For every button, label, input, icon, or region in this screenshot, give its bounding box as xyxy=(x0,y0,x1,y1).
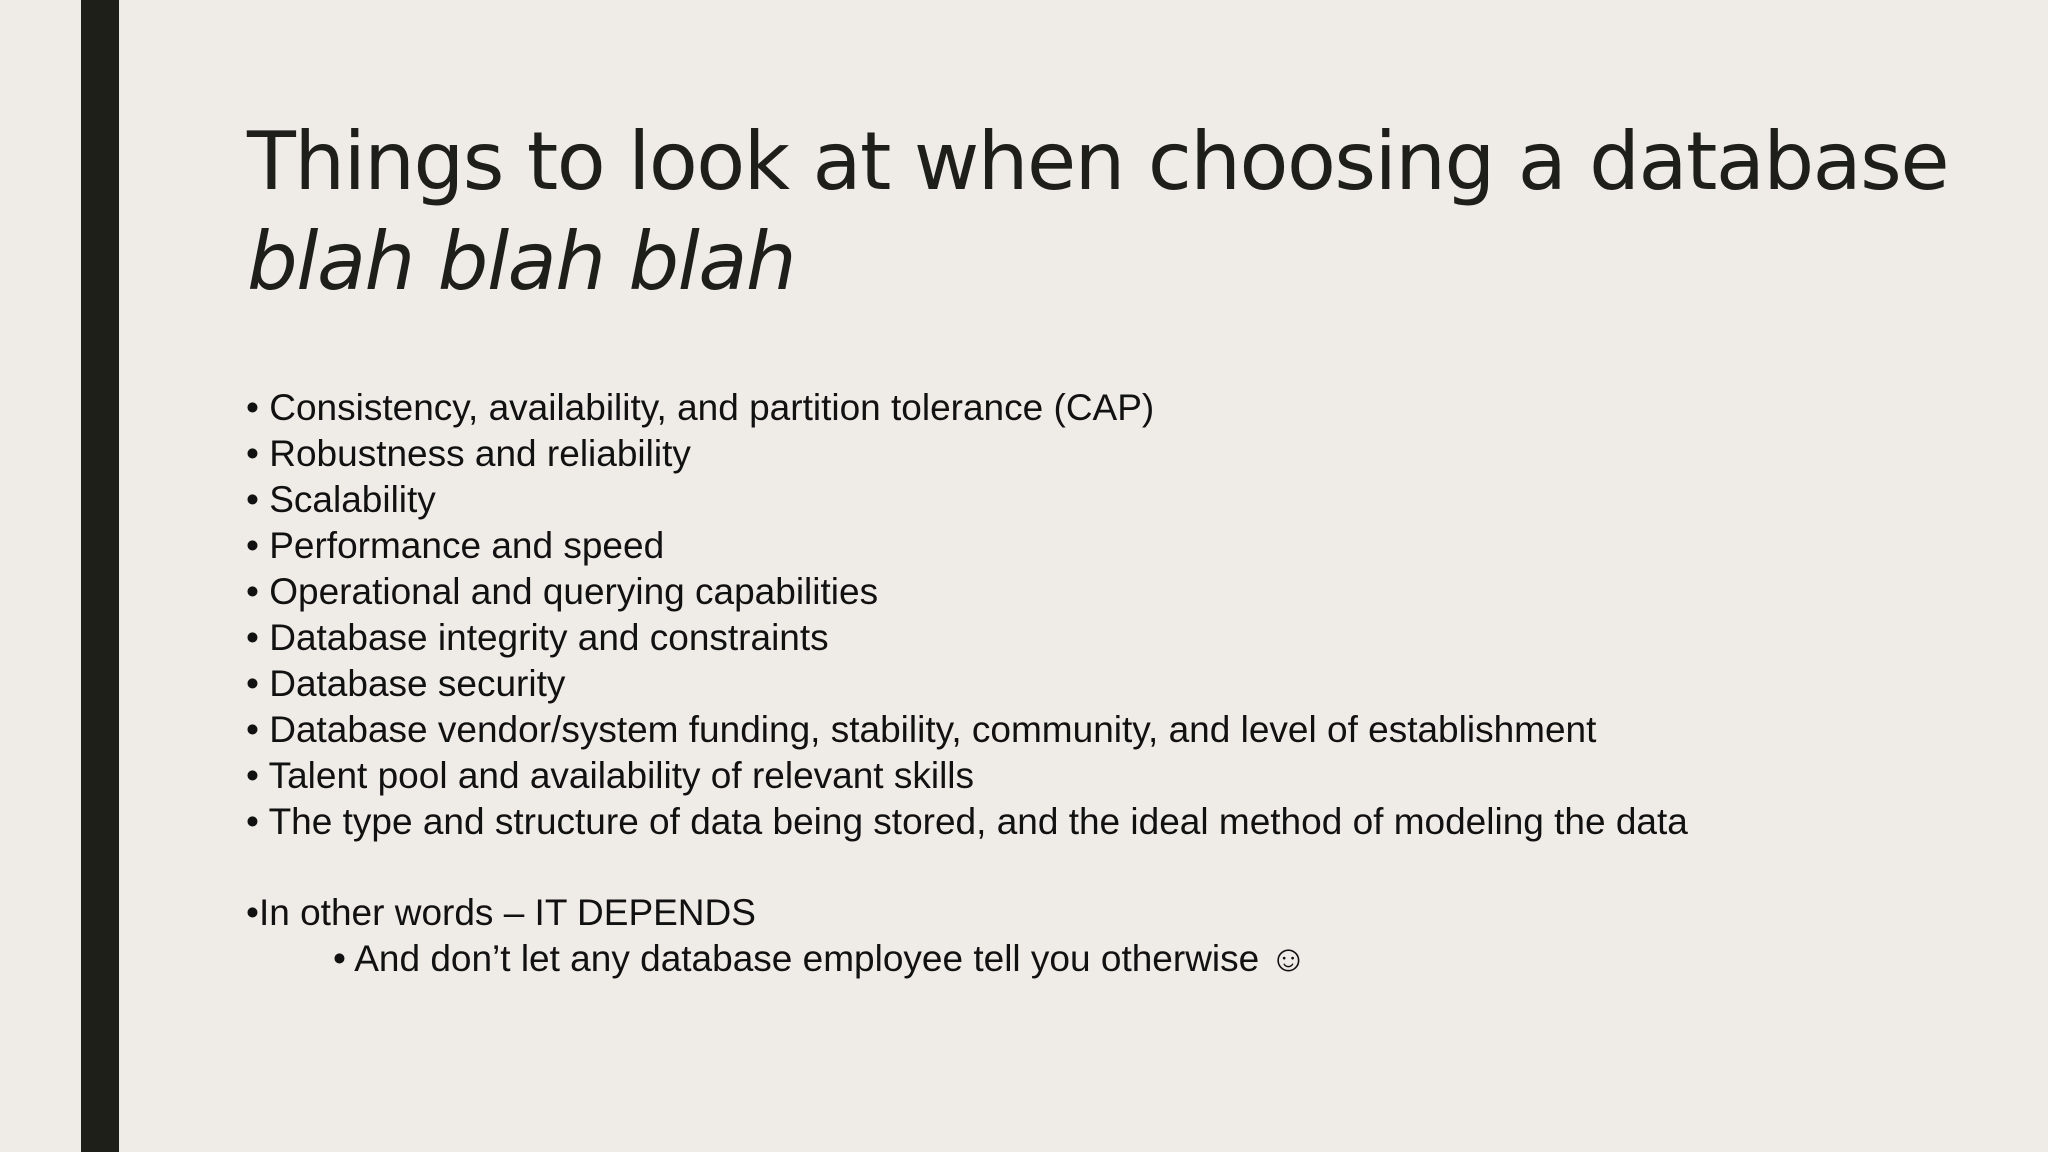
left-accent-bar xyxy=(81,0,119,1152)
slide-title-block xyxy=(247,112,2007,312)
bullet-list xyxy=(246,385,2016,845)
bullet-item: • Talent pool and availability of relevant skills xyxy=(246,753,2016,799)
paragraph-spacer xyxy=(246,845,2016,890)
bullet-item: • Consistency, availability, and partition tolerance (CAP) xyxy=(246,385,2016,431)
bullet-item: • Performance and speed xyxy=(246,523,2016,569)
slide-title: Things to look at when choosing a database xyxy=(247,115,1949,208)
slide-body xyxy=(246,385,2016,982)
summary-bullet: • In other words – IT DEPENDS xyxy=(246,890,2016,936)
bullet-item: • Database security xyxy=(246,661,2016,707)
bullet-item: • Database vendor/system funding, stability, community, and level of establishment xyxy=(246,707,2016,753)
bullet-item: • Database integrity and constraints xyxy=(246,615,2016,661)
bullet-item: • The type and structure of data being stored, and the ideal method of modeling the data xyxy=(246,799,2016,845)
slide-subtitle: blah blah blah xyxy=(247,215,796,308)
bullet-item: • Scalability xyxy=(246,477,2016,523)
bullet-item: • Operational and querying capabilities xyxy=(246,569,2016,615)
sub-bullet: • And don’t let any database employee tell you otherwise ☺ xyxy=(246,936,2016,982)
bullet-item: • Robustness and reliability xyxy=(246,431,2016,477)
